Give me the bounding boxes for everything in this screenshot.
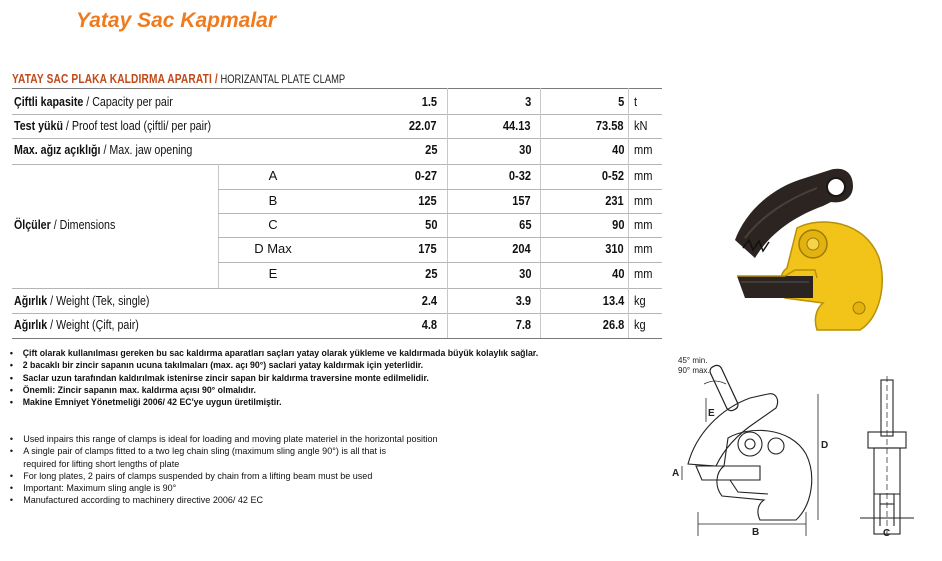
table-value: 157 — [512, 193, 531, 208]
row-label-en: / Proof test load (çiftli/ per pair) — [62, 118, 212, 133]
table-rule — [12, 138, 662, 139]
table-value: 65 — [518, 217, 531, 232]
table-unit: kN — [634, 118, 648, 133]
table-value: 26.8 — [602, 317, 624, 332]
dim-label-b: B — [752, 527, 760, 538]
table-value: 125 — [418, 193, 437, 208]
table-value: 50 — [424, 217, 437, 232]
table-subrule — [218, 213, 662, 214]
table-value: 0-52 — [601, 168, 624, 183]
note-en-line: • For long plates, 2 pairs of clamps suspended by chain from a lifting beam must be used — [23, 470, 373, 482]
page-title: Yatay Sac Kapmalar — [76, 9, 277, 32]
table-unit: mm — [634, 217, 653, 232]
note-tr: • Çift olarak kullanılması gereken bu sac kaldırma aparatları saçları yatay olarak yükleme ve kaldırmada büyük kolaylık sağlar. — [8, 348, 538, 360]
note-en — [8, 483, 438, 495]
clamp-photo — [725, 158, 890, 333]
notes-english — [8, 434, 460, 508]
table-unit: mm — [634, 241, 653, 256]
dimension-drawing — [668, 354, 933, 554]
table-rule — [12, 313, 662, 314]
table-value: 0-32 — [508, 168, 531, 183]
table-value: 22.07 — [409, 118, 437, 133]
table-value: 90 — [611, 217, 624, 232]
table-value: 40 — [611, 266, 624, 281]
row-label — [14, 317, 139, 332]
table-value: 5 — [617, 94, 624, 109]
drawing-front-view — [860, 376, 914, 538]
table-unit: mm — [634, 168, 653, 183]
table-rule — [12, 164, 662, 165]
table-value: 310 — [605, 241, 624, 256]
table-value: 204 — [512, 241, 531, 256]
table-value: 0-27 — [414, 168, 437, 183]
row-label-en: / Dimensions — [50, 217, 116, 232]
table-rule — [12, 338, 662, 339]
table-value: 4.8 — [421, 317, 437, 332]
note-en-line: • Manufactured according to machinery directive 2006/ 42 EC — [23, 495, 264, 507]
table-heading — [12, 70, 345, 88]
table-value: 25 — [424, 142, 437, 157]
row-label-tr: Çiftli kapasite — [14, 94, 84, 109]
table-heading-en: HORIZANTAL PLATE CLAMP — [217, 72, 346, 86]
table-unit: kg — [634, 317, 646, 332]
table-value: 3 — [524, 94, 531, 109]
table-rule — [12, 114, 662, 115]
row-label-tr: Ölçüler — [14, 217, 51, 232]
table-heading-tr: YATAY SAC PLAKA KALDIRMA APARATI / — [12, 71, 218, 86]
clamp-body — [780, 222, 882, 330]
dimension-letter: B — [268, 193, 278, 208]
table-value: 2.4 — [421, 293, 437, 308]
table-unit: t — [634, 94, 638, 109]
row-label-en: / Max. jaw opening — [100, 142, 193, 157]
table-value: 73.58 — [596, 118, 624, 133]
table-value: 231 — [605, 193, 624, 208]
note-tr: • 2 bacaklı bir zincir sapanın ucuna takılmaları (max. açı 90°) saclari yatay kaldırmak için yeterlidir. — [8, 360, 538, 372]
note-tr: • Önemli: Zincir sapanın max. kaldırma açısı 90° olmalıdır. — [8, 385, 538, 397]
dimension-letter: C — [268, 217, 278, 232]
note-en — [8, 446, 438, 471]
table-value: 30 — [518, 142, 531, 157]
row-label-en: / Capacity per pair — [83, 94, 173, 109]
table-value: 44.13 — [503, 118, 531, 133]
table-value: 40 — [611, 142, 624, 157]
drawing-side-view — [688, 394, 812, 520]
note-tr: • Saclar uzun tarafından kaldırılmak istenirse zincir sapan bir kaldırma traversine monte edilmelidir. — [8, 373, 538, 385]
row-label-en: / Weight (Tek, single) — [47, 293, 150, 308]
dim-label-a: A — [672, 468, 680, 479]
row-label-tr: Ağırlık — [14, 293, 48, 308]
dim-label-d: D — [821, 440, 829, 451]
table-unit: mm — [634, 266, 653, 281]
table-value: 3.9 — [515, 293, 531, 308]
notes-turkish — [8, 348, 584, 409]
note-en-line: required for lifting short lengths of plate — [23, 458, 180, 470]
row-label — [14, 217, 115, 232]
lifting-eye — [827, 178, 845, 196]
note-en — [8, 495, 438, 507]
table-value: 25 — [424, 266, 437, 281]
row-label-tr: Test yükü — [14, 118, 63, 133]
table-unit: mm — [634, 142, 653, 157]
table-subrule — [218, 189, 662, 190]
dimension-letter: A — [268, 168, 278, 183]
row-label-tr: Max. ağız açıklığı — [14, 142, 101, 157]
note-en-line: • A single pair of clamps fitted to a two leg chain sling (maximum sling angle 90°) is all that is — [23, 446, 386, 458]
note-en — [8, 471, 438, 483]
row-label-tr: Ağırlık — [14, 317, 48, 332]
row-label-en: / Weight (Çift, pair) — [47, 317, 139, 332]
table-unit: mm — [634, 193, 653, 208]
table-value: 175 — [418, 241, 437, 256]
table-subrule — [218, 262, 662, 263]
row-label — [14, 293, 149, 308]
angle-max-label: 90° max. — [678, 366, 710, 375]
note-en-line: • Used inpairs this range of clamps is ideal for loading and moving plate materiel in the horizontal position — [23, 434, 438, 445]
table-value: 13.4 — [602, 293, 624, 308]
table-vrule — [218, 164, 219, 288]
table-value: 1.5 — [421, 94, 437, 109]
table-subrule — [218, 237, 662, 238]
dimension-letter: D Max — [254, 241, 292, 256]
table-rule — [12, 88, 662, 89]
angle-min-label: 45° min. — [678, 356, 708, 365]
table-rule — [12, 288, 662, 289]
note-en — [8, 434, 438, 446]
row-label — [14, 142, 192, 157]
note-en-line: • Important: Maximum sling angle is 90° — [23, 483, 177, 495]
dim-label-e: E — [708, 408, 715, 419]
table-unit: kg — [634, 293, 646, 308]
dim-label-c: C — [883, 528, 891, 539]
note-tr: • Makine Emniyet Yönetmeliği 2006/ 42 EC'ye uygun üretilmiştir. — [8, 397, 538, 409]
row-label — [14, 118, 211, 133]
row-label — [14, 94, 173, 109]
clamp-pad — [737, 276, 813, 298]
table-value: 30 — [518, 266, 531, 281]
dimension-letter: E — [268, 266, 278, 281]
table-value: 7.8 — [515, 317, 531, 332]
